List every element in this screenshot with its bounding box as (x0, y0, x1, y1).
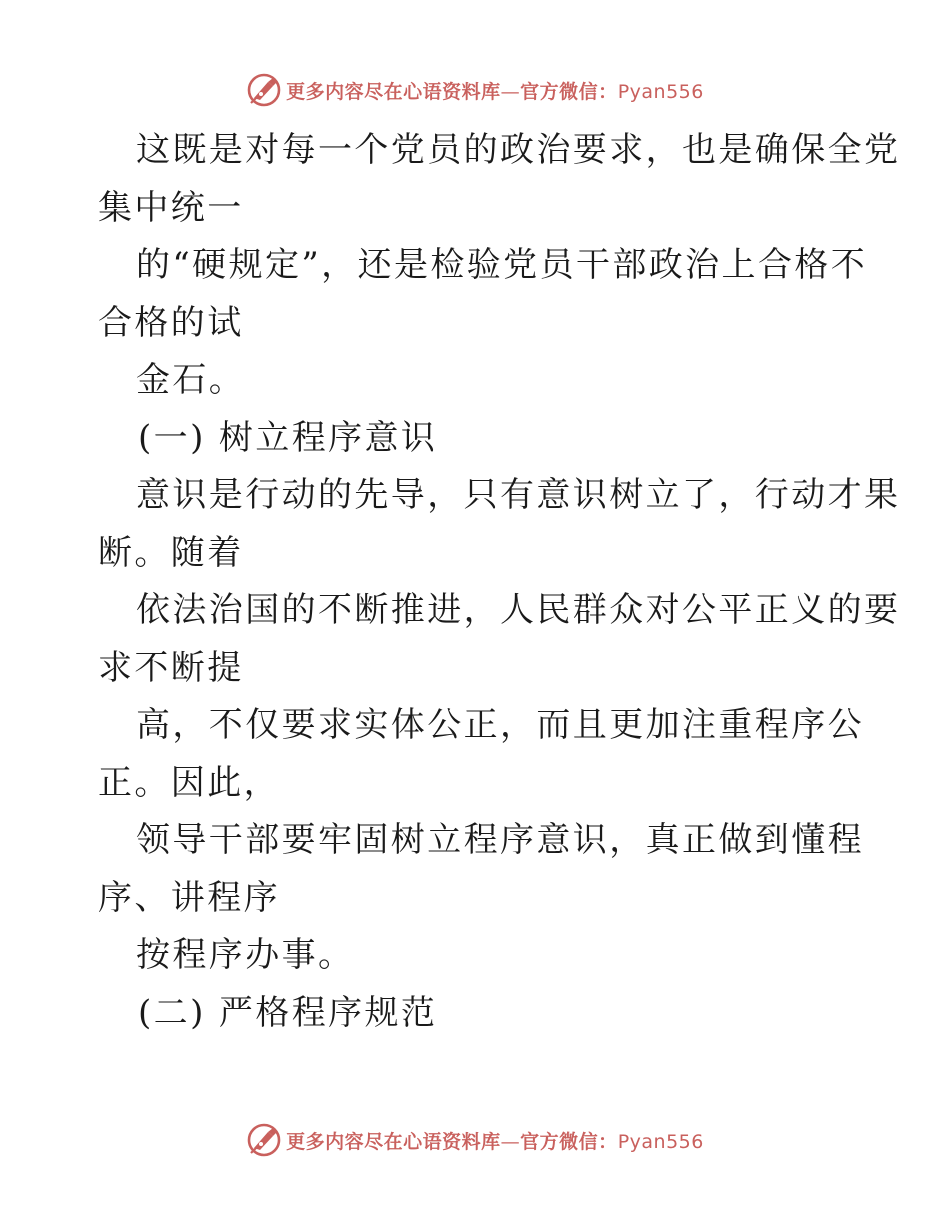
footer-banner (0, 1122, 950, 1158)
body-line-13: 领导干部要牢固树立程序意识，真正做到懂程 (136, 820, 864, 860)
body-line-12: 正。因此， (98, 762, 280, 803)
header-banner-title: 更多内容尽在心语资料库 (286, 80, 501, 103)
body-line-2: 集中统一 (98, 187, 244, 228)
header-banner-separator: — (500, 80, 521, 103)
footer-banner-inner (246, 1122, 704, 1158)
body-line-9: 依法治国的不断推进，人民群众对公平正义的要 (136, 590, 901, 630)
body-line-11: 高，不仅要求实体公正，而且更加注重程序公 (136, 705, 864, 745)
document-body (98, 122, 901, 1042)
header-banner-inner (246, 72, 704, 108)
footer-banner-text (286, 1127, 704, 1154)
footer-banner-title: 更多内容尽在心语资料库 (286, 1130, 501, 1153)
body-line-4: 合格的试 (98, 302, 244, 343)
footer-banner-wechat-label: 官方微信： (520, 1130, 618, 1153)
body-line-15: 按程序办事。 (136, 935, 355, 975)
body-line-1: 这既是对每一个党员的政治要求，也是确保全党 (136, 130, 901, 170)
header-banner-wechat-label: 官方微信： (520, 80, 618, 103)
body-line-3: 的“硬规定”，还是检验党员干部政治上合格不 (136, 245, 868, 285)
pen-nib-logo-icon (246, 1122, 282, 1158)
body-line-10: 求不断提 (98, 647, 244, 688)
body-line-7: 意识是行动的先导，只有意识树立了，行动才果 (136, 475, 901, 515)
body-line-8: 断。随着 (98, 532, 244, 573)
body-line-5: 金石。 (136, 360, 246, 400)
section-heading-2: (二) 严格程序规范 (138, 992, 438, 1033)
pen-nib-logo-icon (246, 72, 282, 108)
footer-banner-wechat-id: Pyan556 (617, 1130, 704, 1153)
section-heading-1: (一) 树立程序意识 (138, 417, 438, 458)
body-line-14: 序、讲程序 (98, 877, 280, 918)
footer-banner-separator: — (500, 1130, 521, 1153)
header-banner (0, 72, 950, 108)
header-banner-wechat-id: Pyan556 (617, 80, 704, 103)
header-banner-text (286, 77, 704, 104)
